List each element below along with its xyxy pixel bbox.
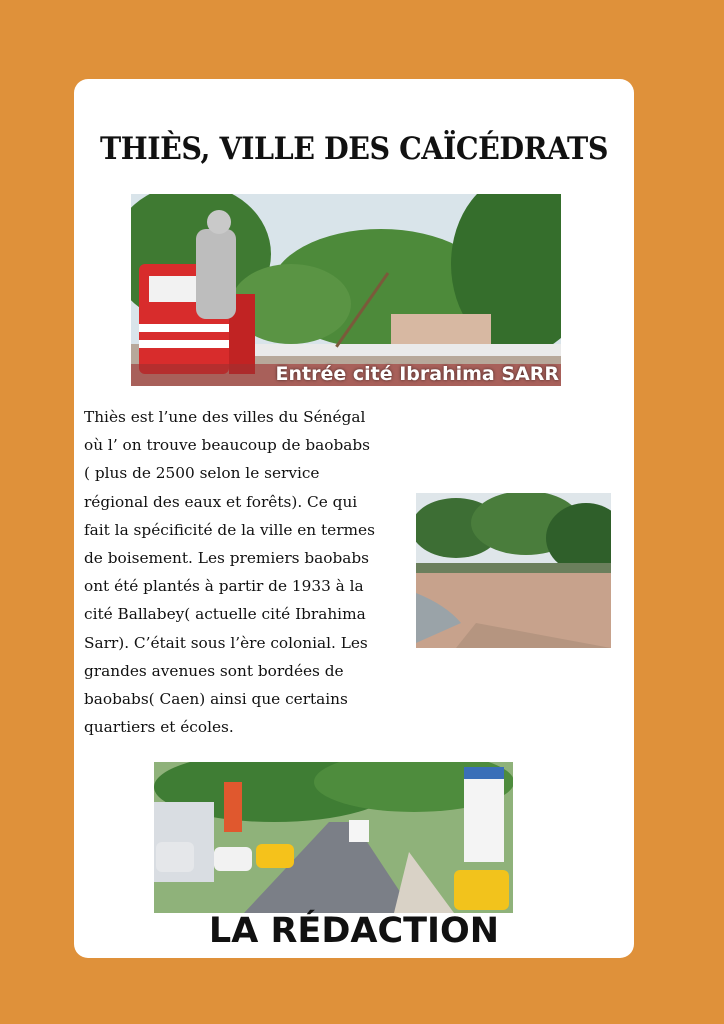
square-photo-image [416, 493, 611, 648]
monument-photo-image [131, 194, 561, 386]
monument-photo [131, 194, 561, 386]
square-photo [416, 493, 611, 648]
article-card [74, 79, 634, 958]
article-body: Thiès est l’une des villes du Sénégal où l’ on trouve beaucoup de baobabs ( plus de 2500 selon le service régional des eaux et forêts). Ce qui fait la spécificité de la ville en termes de boisement. Les premiers baobabs ont été plantés à partir de 1933 à la cité Ballabey( actuelle cité Ibrahima Sarr). C’était sous l’ère colonial. Les grandes avenues sont bordées de baobabs( Caen) ainsi que certains quartiers et écoles. [84, 408, 375, 737]
avenue-photo-image [154, 762, 513, 913]
signature: LA RÉDACTION [208, 911, 500, 951]
avenue-photo [154, 762, 513, 913]
article-title: THIÈS, VILLE DES CAÏCÉDRATS [100, 131, 608, 167]
monument-photo-caption: Entrée cité Ibrahima SARR [275, 363, 559, 385]
